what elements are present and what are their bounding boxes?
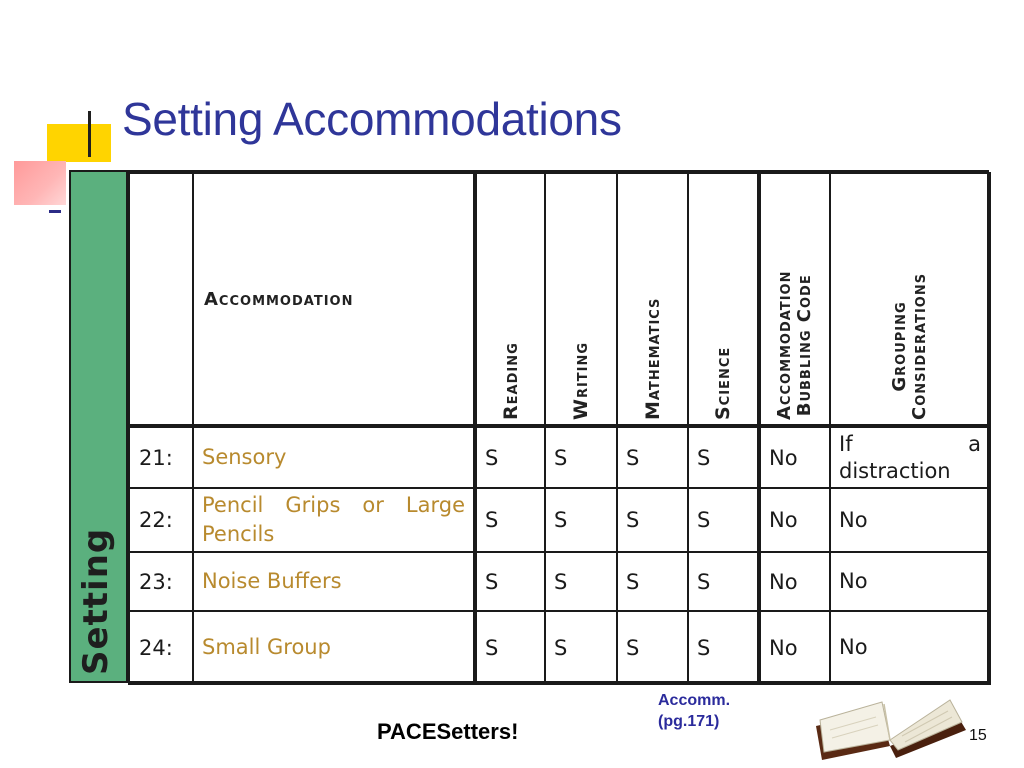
header-reading: Reading <box>475 173 545 426</box>
decor-red-square <box>14 161 66 205</box>
reading-value: S <box>475 426 545 488</box>
reference-line-2: (pg.171) <box>658 713 720 730</box>
math-value: S <box>617 552 688 611</box>
bubbling-value: No <box>759 552 830 611</box>
table-row <box>129 552 990 611</box>
accommodation-name: Pencil Grips or Large Pencils <box>193 488 475 552</box>
side-label: Setting <box>76 527 117 675</box>
bubbling-value: No <box>759 426 830 488</box>
header-number <box>129 173 193 426</box>
writing-value: S <box>545 552 617 611</box>
accommodations-table-frame <box>69 170 989 683</box>
grouping-value: No <box>830 552 990 611</box>
science-value: S <box>688 426 759 488</box>
open-book-icon <box>810 686 970 762</box>
science-value: S <box>688 611 759 684</box>
brand-label: PACESetters! <box>377 719 519 744</box>
page-reference-link[interactable] <box>658 690 730 732</box>
math-value: S <box>617 611 688 684</box>
row-number: 22: <box>129 488 193 552</box>
page-number: 15 <box>969 727 987 744</box>
decor-vertical-line <box>88 111 91 157</box>
writing-value: S <box>545 426 617 488</box>
accommodations-table <box>128 172 991 685</box>
accommodation-name: Sensory <box>193 426 475 488</box>
side-band <box>71 172 128 681</box>
table-row <box>129 488 990 552</box>
table-header-row <box>129 173 990 426</box>
accommodation-name: Noise Buffers <box>193 552 475 611</box>
bubbling-value: No <box>759 611 830 684</box>
grouping-value: If a distraction <box>830 426 990 488</box>
row-number: 21: <box>129 426 193 488</box>
table-row <box>129 426 990 488</box>
header-writing: Writing <box>545 173 617 426</box>
accommodation-name: Small Group <box>193 611 475 684</box>
row-number: 24: <box>129 611 193 684</box>
reference-line-1: Accomm. <box>658 692 731 709</box>
writing-value: S <box>545 488 617 552</box>
reading-value: S <box>475 611 545 684</box>
math-value: S <box>617 488 688 552</box>
bubbling-value: No <box>759 488 830 552</box>
reading-value: S <box>475 552 545 611</box>
row-number: 23: <box>129 552 193 611</box>
math-value: S <box>617 426 688 488</box>
decor-dash <box>49 210 61 213</box>
table-row <box>129 611 990 684</box>
science-value: S <box>688 552 759 611</box>
grouping-value: No <box>830 488 990 552</box>
reading-value: S <box>475 488 545 552</box>
science-value: S <box>688 488 759 552</box>
writing-value: S <box>545 611 617 684</box>
header-mathematics: Mathematics <box>617 173 688 426</box>
header-bubbling-code: Accommodation Bubbling Code <box>759 173 830 426</box>
header-grouping: Grouping Considerations <box>830 173 990 426</box>
decor-yellow-square <box>47 124 111 162</box>
header-science: Science <box>688 173 759 426</box>
grouping-value: No <box>830 611 990 684</box>
header-accommodation: Accommodation <box>193 173 475 426</box>
slide-title: Setting Accommodations <box>122 93 622 145</box>
